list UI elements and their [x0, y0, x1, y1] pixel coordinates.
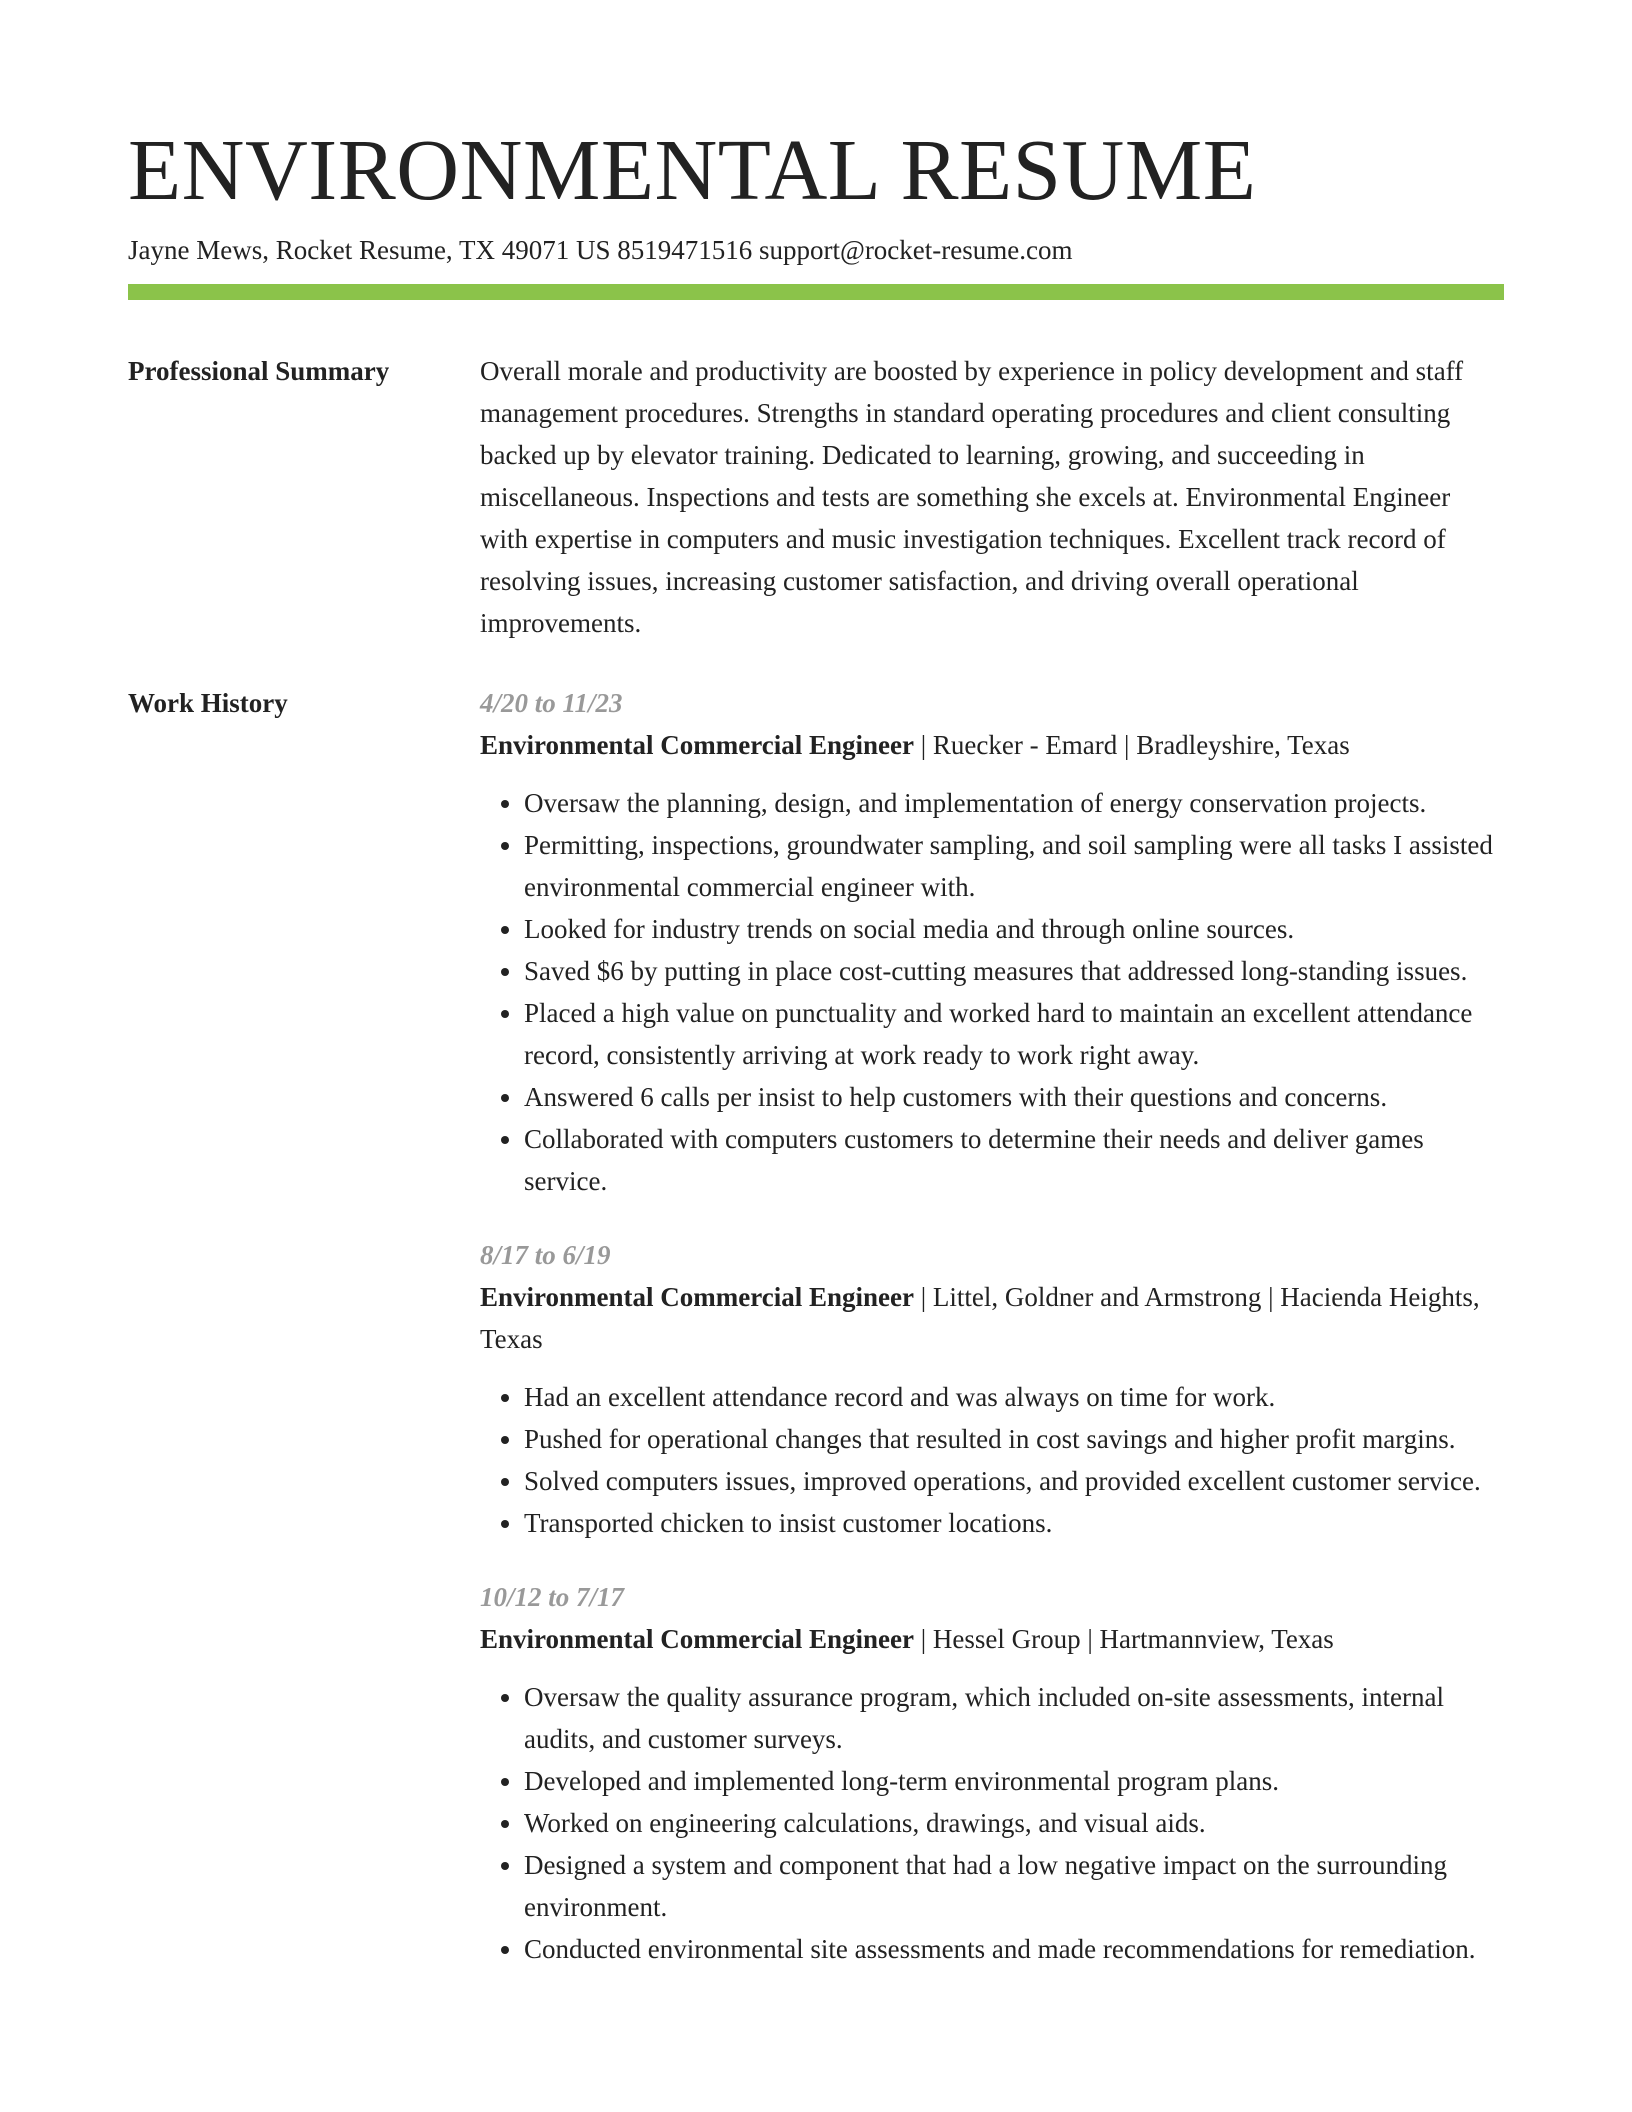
job-bullet: • Permitting, inspections, groundwater sampling, and soil sampling were all tasks I assisted environmental commercial engineer with. — [524, 824, 1504, 908]
job-dates: 8/17 to 6/19 — [480, 1240, 611, 1270]
job-entry — [480, 1576, 1504, 1970]
summary-body — [480, 350, 1504, 644]
job-bullet: • Answered 6 calls per insist to help customers with their questions and concerns. — [524, 1076, 1504, 1118]
job-bullet-list — [480, 782, 1504, 1202]
job-title: Environmental Commercial Engineer — [480, 1624, 914, 1654]
accent-divider — [128, 284, 1504, 300]
work-history-body — [480, 682, 1504, 1970]
job-company: Ruecker - Emard — [932, 730, 1118, 760]
job-bullet: • Solved computers issues, improved operations, and provided excellent customer service. — [524, 1460, 1504, 1502]
job-entry — [480, 682, 1504, 1202]
job-heading — [480, 724, 1504, 766]
summary-text: Overall morale and productivity are boosted by experience in policy development and staff management procedures. Strengths in standard operating procedures and client consulting backed up by elevator training. Dedicated to learning, growing, and succeeding in miscellaneous. Inspections and tests are something she excels at. Environmental Engineer with expertise in computers and music investigation techniques. Excellent track record of resolving issues, increasing customer satisfaction, and driving overall operational improvements. — [480, 356, 1464, 638]
job-bullet: • Designed a system and component that had a low negative impact on the surrounding environment. — [524, 1844, 1504, 1928]
job-bullet: • Placed a high value on punctuality and worked hard to maintain an excellent attendance record, consistently arriving at work ready to work right away. — [524, 992, 1504, 1076]
heading-separator: | — [913, 1282, 933, 1312]
job-bullet-list — [480, 1676, 1504, 1970]
heading-separator: | — [913, 730, 933, 760]
job-bullet: • Oversaw the planning, design, and implementation of energy conservation projects. — [524, 782, 1504, 824]
heading-separator: | — [1080, 1624, 1100, 1654]
job-title: Environmental Commercial Engineer — [480, 1282, 914, 1312]
job-dates: 10/12 to 7/17 — [480, 1582, 625, 1612]
job-location: Hacienda Heights, Texas — [480, 1282, 1480, 1354]
work-history-section — [128, 682, 1504, 1970]
job-entry — [480, 1234, 1504, 1544]
job-company: Hessel Group — [932, 1624, 1081, 1654]
job-bullet: • Pushed for operational changes that resulted in cost savings and higher profit margins. — [524, 1418, 1504, 1460]
job-heading — [480, 1618, 1504, 1660]
job-dates: 4/20 to 11/23 — [480, 688, 623, 718]
section-label-work-history: Work History — [128, 688, 288, 718]
heading-separator: | — [1261, 1282, 1281, 1312]
job-bullet: • Conducted environmental site assessments and made recommendations for remediation. — [524, 1928, 1504, 1970]
heading-separator: | — [913, 1624, 933, 1654]
job-company: Littel, Goldner and Armstrong — [932, 1282, 1262, 1312]
job-bullet: • Oversaw the quality assurance program, which included on-site assessments, internal audits, and customer surveys. — [524, 1676, 1504, 1760]
job-bullet-list — [480, 1376, 1504, 1544]
section-label-summary: Professional Summary — [128, 356, 390, 386]
job-bullet: • Developed and implemented long-term environmental program plans. — [524, 1760, 1504, 1802]
job-bullet: • Had an excellent attendance record and was always on time for work. — [524, 1376, 1504, 1418]
job-location: Hartmannview, Texas — [1099, 1624, 1334, 1654]
job-bullet: • Looked for industry trends on social media and through online sources. — [524, 908, 1504, 950]
professional-summary-section — [128, 350, 1504, 644]
contact-line: Jayne Mews, Rocket Resume, TX 49071 US 8519471516 support@rocket-resume.com — [128, 235, 1073, 265]
job-bullet: • Worked on engineering calculations, drawings, and visual aids. — [524, 1802, 1504, 1844]
job-title: Environmental Commercial Engineer — [480, 730, 914, 760]
job-bullet: • Collaborated with computers customers to determine their needs and deliver games service. — [524, 1118, 1504, 1202]
job-location: Bradleyshire, Texas — [1136, 730, 1350, 760]
job-heading — [480, 1276, 1504, 1360]
job-bullet: • Saved $6 by putting in place cost-cutting measures that addressed long-standing issues. — [524, 950, 1504, 992]
heading-separator: | — [1117, 730, 1137, 760]
resume-title: ENVIRONMENTAL RESUME — [128, 121, 1257, 218]
job-bullet: • Transported chicken to insist customer locations. — [524, 1502, 1504, 1544]
resume-page — [128, 118, 1504, 1970]
